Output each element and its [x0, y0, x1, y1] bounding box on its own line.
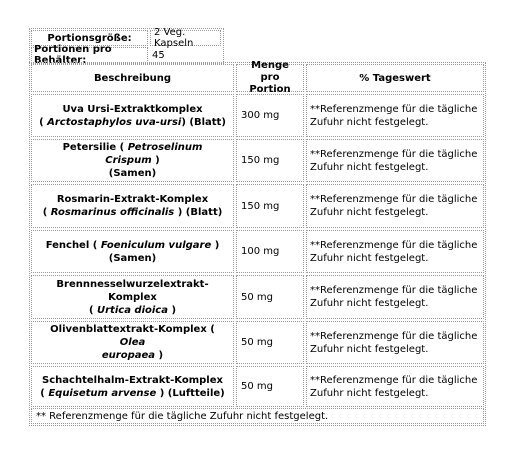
ingredient-daily-value: **Referenzmenge für die tägliche Zufuhr nicht festgelegt.: [306, 321, 484, 364]
ingredient-amount: 150 mg: [236, 184, 304, 228]
ingredient-description: Brennnesselwurzelextrakt-Komplex ( Urtica dioica ): [31, 275, 234, 319]
latin-name: Rosmarinus officinalis: [50, 207, 175, 218]
ingredient-daily-value: **Referenzmenge für die tägliche Zufuhr nicht festgelegt.: [306, 275, 484, 319]
ingredient-daily-value: **Referenzmenge für die tägliche Zufuhr nicht festgelegt.: [306, 366, 484, 407]
ingredient-description: Petersilie ( Petroselinum Crispum ) (Samen): [31, 139, 234, 182]
servings-per-container-label: Portionen pro Behälter:: [31, 47, 148, 63]
ingredient-daily-value: **Referenzmenge für die tägliche Zufuhr nicht festgelegt.: [306, 184, 484, 228]
latin-name: Urtica dioica: [97, 304, 168, 316]
header-daily-value: % Tageswert: [306, 64, 484, 92]
header-description: Beschreibung: [31, 64, 234, 92]
ingredient-amount: 150 mg: [236, 139, 304, 182]
header-amount: Menge pro Portion: [236, 64, 304, 92]
ingredient-daily-value: **Referenzmenge für die tägliche Zufuhr nicht festgelegt.: [306, 230, 484, 273]
serving-size-label: Portionsgröße:: [31, 30, 148, 46]
table-footnote: ** Referenzmenge für die tägliche Zufuhr nicht festgelegt.: [31, 408, 484, 424]
latin-name: Equisetum arvense: [48, 387, 157, 399]
ingredient-amount: 50 mg: [236, 275, 304, 319]
ingredient-daily-value: **Referenzmenge für die tägliche Zufuhr nicht festgelegt.: [306, 139, 484, 182]
serving-size-value: 2 Veg. Kapseln: [150, 30, 221, 46]
ingredient-amount: 50 mg: [236, 321, 304, 364]
ingredient-description: Fenchel ( Foeniculum vulgare ) (Samen): [31, 230, 234, 273]
latin-name: Foeniculum vulgare: [100, 239, 212, 251]
ingredient-amount: 50 mg: [236, 366, 304, 407]
ingredient-description: Olivenblattextrakt-Komplex ( Olea europaea ): [31, 321, 234, 364]
ingredient-daily-value: **Referenzmenge für die tägliche Zufuhr nicht festgelegt.: [306, 94, 484, 137]
ingredient-description: Schachtelhalm-Extrakt-Komplex ( Equisetum arvense ) (Luftteile): [31, 366, 234, 407]
latin-name: Arctostaphylos uva-ursi: [47, 116, 182, 128]
latin-name: Petroselinum Crispum: [105, 142, 203, 166]
servings-per-container-value: 45: [152, 49, 165, 61]
ingredient-amount: 300 mg: [236, 94, 304, 137]
ingredient-description: Rosmarin-Extrakt-Komplex ( Rosmarinus officinalis ) (Blatt): [31, 184, 234, 228]
ingredient-amount: 100 mg: [236, 230, 304, 273]
ingredient-description: Uva Ursi-Extraktkomplex ( Arctostaphylos uva-ursi) (Blatt): [31, 94, 234, 137]
